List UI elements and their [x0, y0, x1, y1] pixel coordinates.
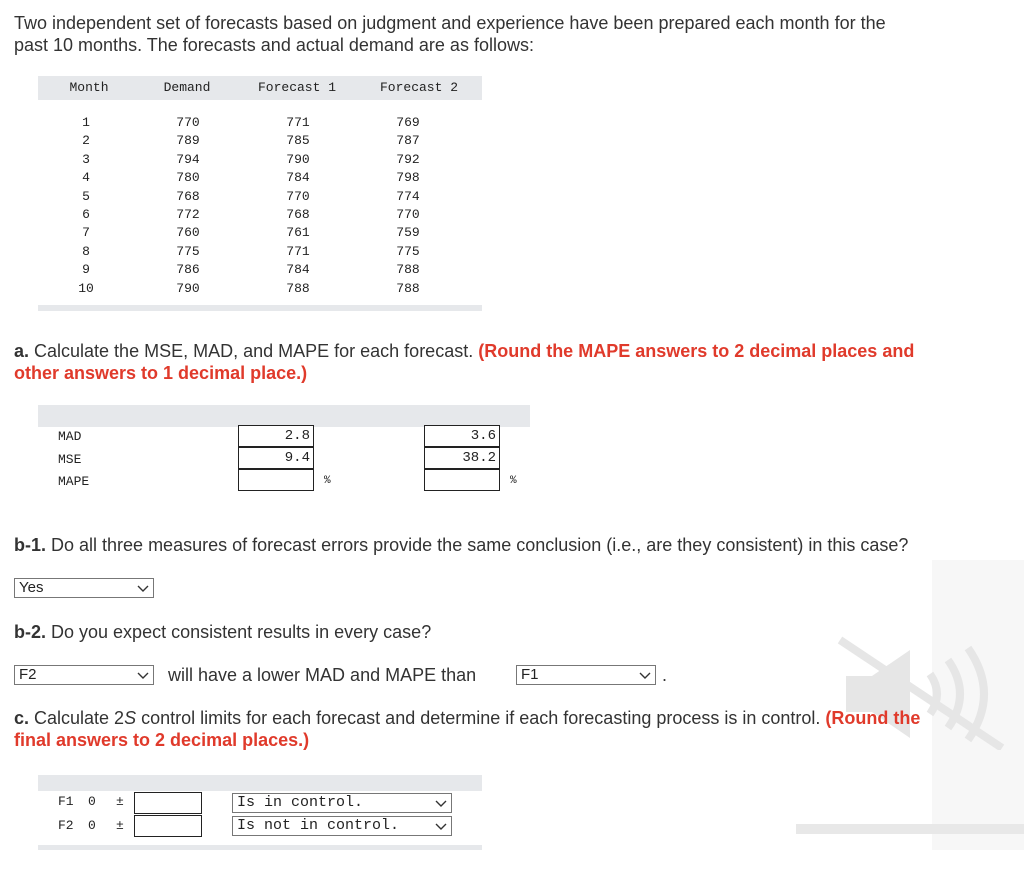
table-header-bar [38, 405, 530, 427]
cell-forecast-2: 775 [396, 243, 420, 259]
cell-month: 6 [82, 206, 90, 222]
f1-mse-input[interactable]: 9.4 [238, 447, 314, 469]
chevron-down-icon [137, 582, 149, 594]
cell-demand: 790 [176, 280, 200, 296]
cell-forecast-1: 770 [286, 188, 310, 204]
f2-plus-minus: ± [116, 818, 124, 833]
part-c-instruction-a: (Round the [825, 708, 921, 728]
part-c-text-a: Calculate 2 [29, 708, 125, 728]
b1-selected-value: Yes [19, 579, 44, 596]
b2-second-selected: F1 [521, 666, 539, 683]
cell-forecast-2: 769 [396, 115, 420, 130]
f1-control-limit-input[interactable] [134, 792, 202, 814]
forecast-2-column [378, 114, 438, 298]
b1-answer-select[interactable] [14, 578, 154, 598]
part-c-text-b: control limits for each forecast and determine if each forecasting process is in control. [136, 708, 826, 728]
part-b2-text: Do you expect consistent results in every case? [46, 622, 432, 642]
row-label-mad: MAD [58, 429, 82, 444]
cell-forecast-1: 771 [286, 115, 310, 130]
cell-forecast-1: 785 [286, 133, 310, 149]
error-measures-table [38, 405, 530, 497]
header-forecast-1: Forecast 1 [257, 80, 336, 95]
cell-demand: 760 [176, 225, 200, 241]
control-limits-table [38, 775, 482, 851]
b2-middle-text: will have a lower MAD and MAPE than [168, 665, 477, 685]
f1-control-status-select[interactable] [232, 793, 452, 813]
cell-month: 1 [82, 115, 90, 130]
cell-demand: 775 [176, 243, 200, 259]
f1-mape-input[interactable] [238, 469, 314, 491]
f1-mad-input[interactable]: 2.8 [238, 425, 314, 447]
forecast-1-column [268, 114, 328, 298]
part-a-prefix: a. [14, 341, 35, 361]
cell-demand: 772 [176, 206, 200, 222]
cell-demand: 794 [176, 151, 200, 167]
cell-forecast-2: 774 [396, 188, 420, 204]
cell-demand: 789 [176, 133, 200, 149]
chevron-down-icon [639, 669, 651, 681]
f2-control-limit-input[interactable] [134, 815, 202, 837]
f2-mse-input[interactable]: 38.2 [424, 447, 500, 469]
cell-month: 9 [82, 262, 90, 278]
cell-forecast-1: 771 [286, 243, 310, 259]
part-a-text: Calculate the MSE, MAD, and MAPE for each forecast. [34, 341, 479, 361]
cell-month: 2 [82, 133, 90, 149]
intro-text [14, 12, 1014, 56]
cell-month: 10 [78, 280, 94, 296]
f1-row-label: F1 [58, 794, 74, 809]
cell-forecast-2: 792 [396, 151, 420, 167]
cell-forecast-2: 787 [396, 133, 420, 149]
intro-line-1: Two independent set of forecasts based on judgment and experience have been prepared each month for the [14, 13, 886, 33]
b2-end-period: . [662, 665, 668, 685]
f2-mad-input[interactable]: 3.6 [424, 425, 500, 447]
chevron-down-icon [435, 797, 447, 809]
part-c-instruction-b: final answers to 2 decimal places.) [14, 730, 310, 750]
cell-month: 8 [82, 243, 90, 259]
cell-month: 4 [82, 170, 90, 186]
f1-plus-minus: ± [116, 794, 124, 809]
part-c-question [14, 707, 1014, 751]
f1-mape-percent: % [324, 475, 331, 487]
cell-forecast-1: 761 [286, 225, 310, 241]
row-label-mape: MAPE [58, 474, 90, 489]
part-a-instruction-2: other answers to 1 decimal place.) [14, 363, 308, 383]
part-b1-text: Do all three measures of forecast errors provide the same conclusion (i.e., are they consistent) in this case? [46, 535, 909, 555]
f2-mape-input[interactable] [424, 469, 500, 491]
part-a-instruction-1: (Round the MAPE answers to 2 decimal places and [478, 341, 915, 361]
row-label-mse: MSE [58, 452, 82, 467]
f2-row-zero: 0 [88, 818, 96, 833]
part-a-question [14, 340, 1014, 384]
f2-mape-percent: % [510, 475, 517, 487]
cell-forecast-1: 784 [286, 262, 310, 278]
b2-first-selected: F2 [19, 666, 37, 683]
forecast-data-table [38, 76, 482, 312]
intro-line-2: past 10 months. The forecasts and actual demand are as follows: [14, 35, 534, 55]
f1-row-zero: 0 [88, 794, 96, 809]
f2-control-status: Is not in control. [237, 817, 400, 834]
cell-forecast-1: 784 [286, 170, 310, 186]
cell-demand: 786 [176, 262, 200, 278]
cell-forecast-1: 788 [286, 280, 310, 296]
header-demand: Demand [163, 80, 211, 95]
part-b1-prefix: b-1. [14, 535, 47, 555]
f2-control-status-select[interactable] [232, 816, 452, 836]
cell-forecast-2: 759 [396, 225, 420, 241]
month-column [66, 114, 106, 298]
cell-forecast-2: 788 [396, 262, 420, 278]
cell-demand: 770 [176, 115, 200, 130]
b2-first-select[interactable] [14, 665, 154, 685]
part-c-prefix: c. [14, 708, 30, 728]
cell-demand: 780 [176, 170, 200, 186]
table-footer-bar [38, 305, 482, 311]
cell-forecast-2: 788 [396, 280, 420, 296]
part-b2-prefix: b-2. [14, 622, 47, 642]
demand-column [158, 114, 218, 298]
header-forecast-2: Forecast 2 [379, 80, 458, 95]
header-month: Month [69, 80, 109, 95]
chevron-down-icon [137, 669, 149, 681]
chevron-down-icon [435, 820, 447, 832]
cell-forecast-2: 770 [396, 206, 420, 222]
progress-strip [796, 824, 1024, 834]
part-c-sigma: S [124, 708, 137, 728]
cell-forecast-2: 798 [396, 170, 420, 186]
table-footer-bar [38, 845, 482, 850]
b2-second-select[interactable] [516, 665, 656, 685]
f2-row-label: F2 [58, 818, 74, 833]
cell-month: 5 [82, 188, 90, 204]
f1-control-status: Is in control. [237, 794, 364, 811]
cell-forecast-1: 768 [286, 206, 310, 222]
table-header-bar [38, 775, 482, 791]
cell-forecast-1: 790 [286, 151, 310, 167]
cell-demand: 768 [176, 188, 200, 204]
cell-month: 3 [82, 151, 90, 167]
cell-month: 7 [82, 225, 90, 241]
part-b1-question [14, 534, 1014, 556]
